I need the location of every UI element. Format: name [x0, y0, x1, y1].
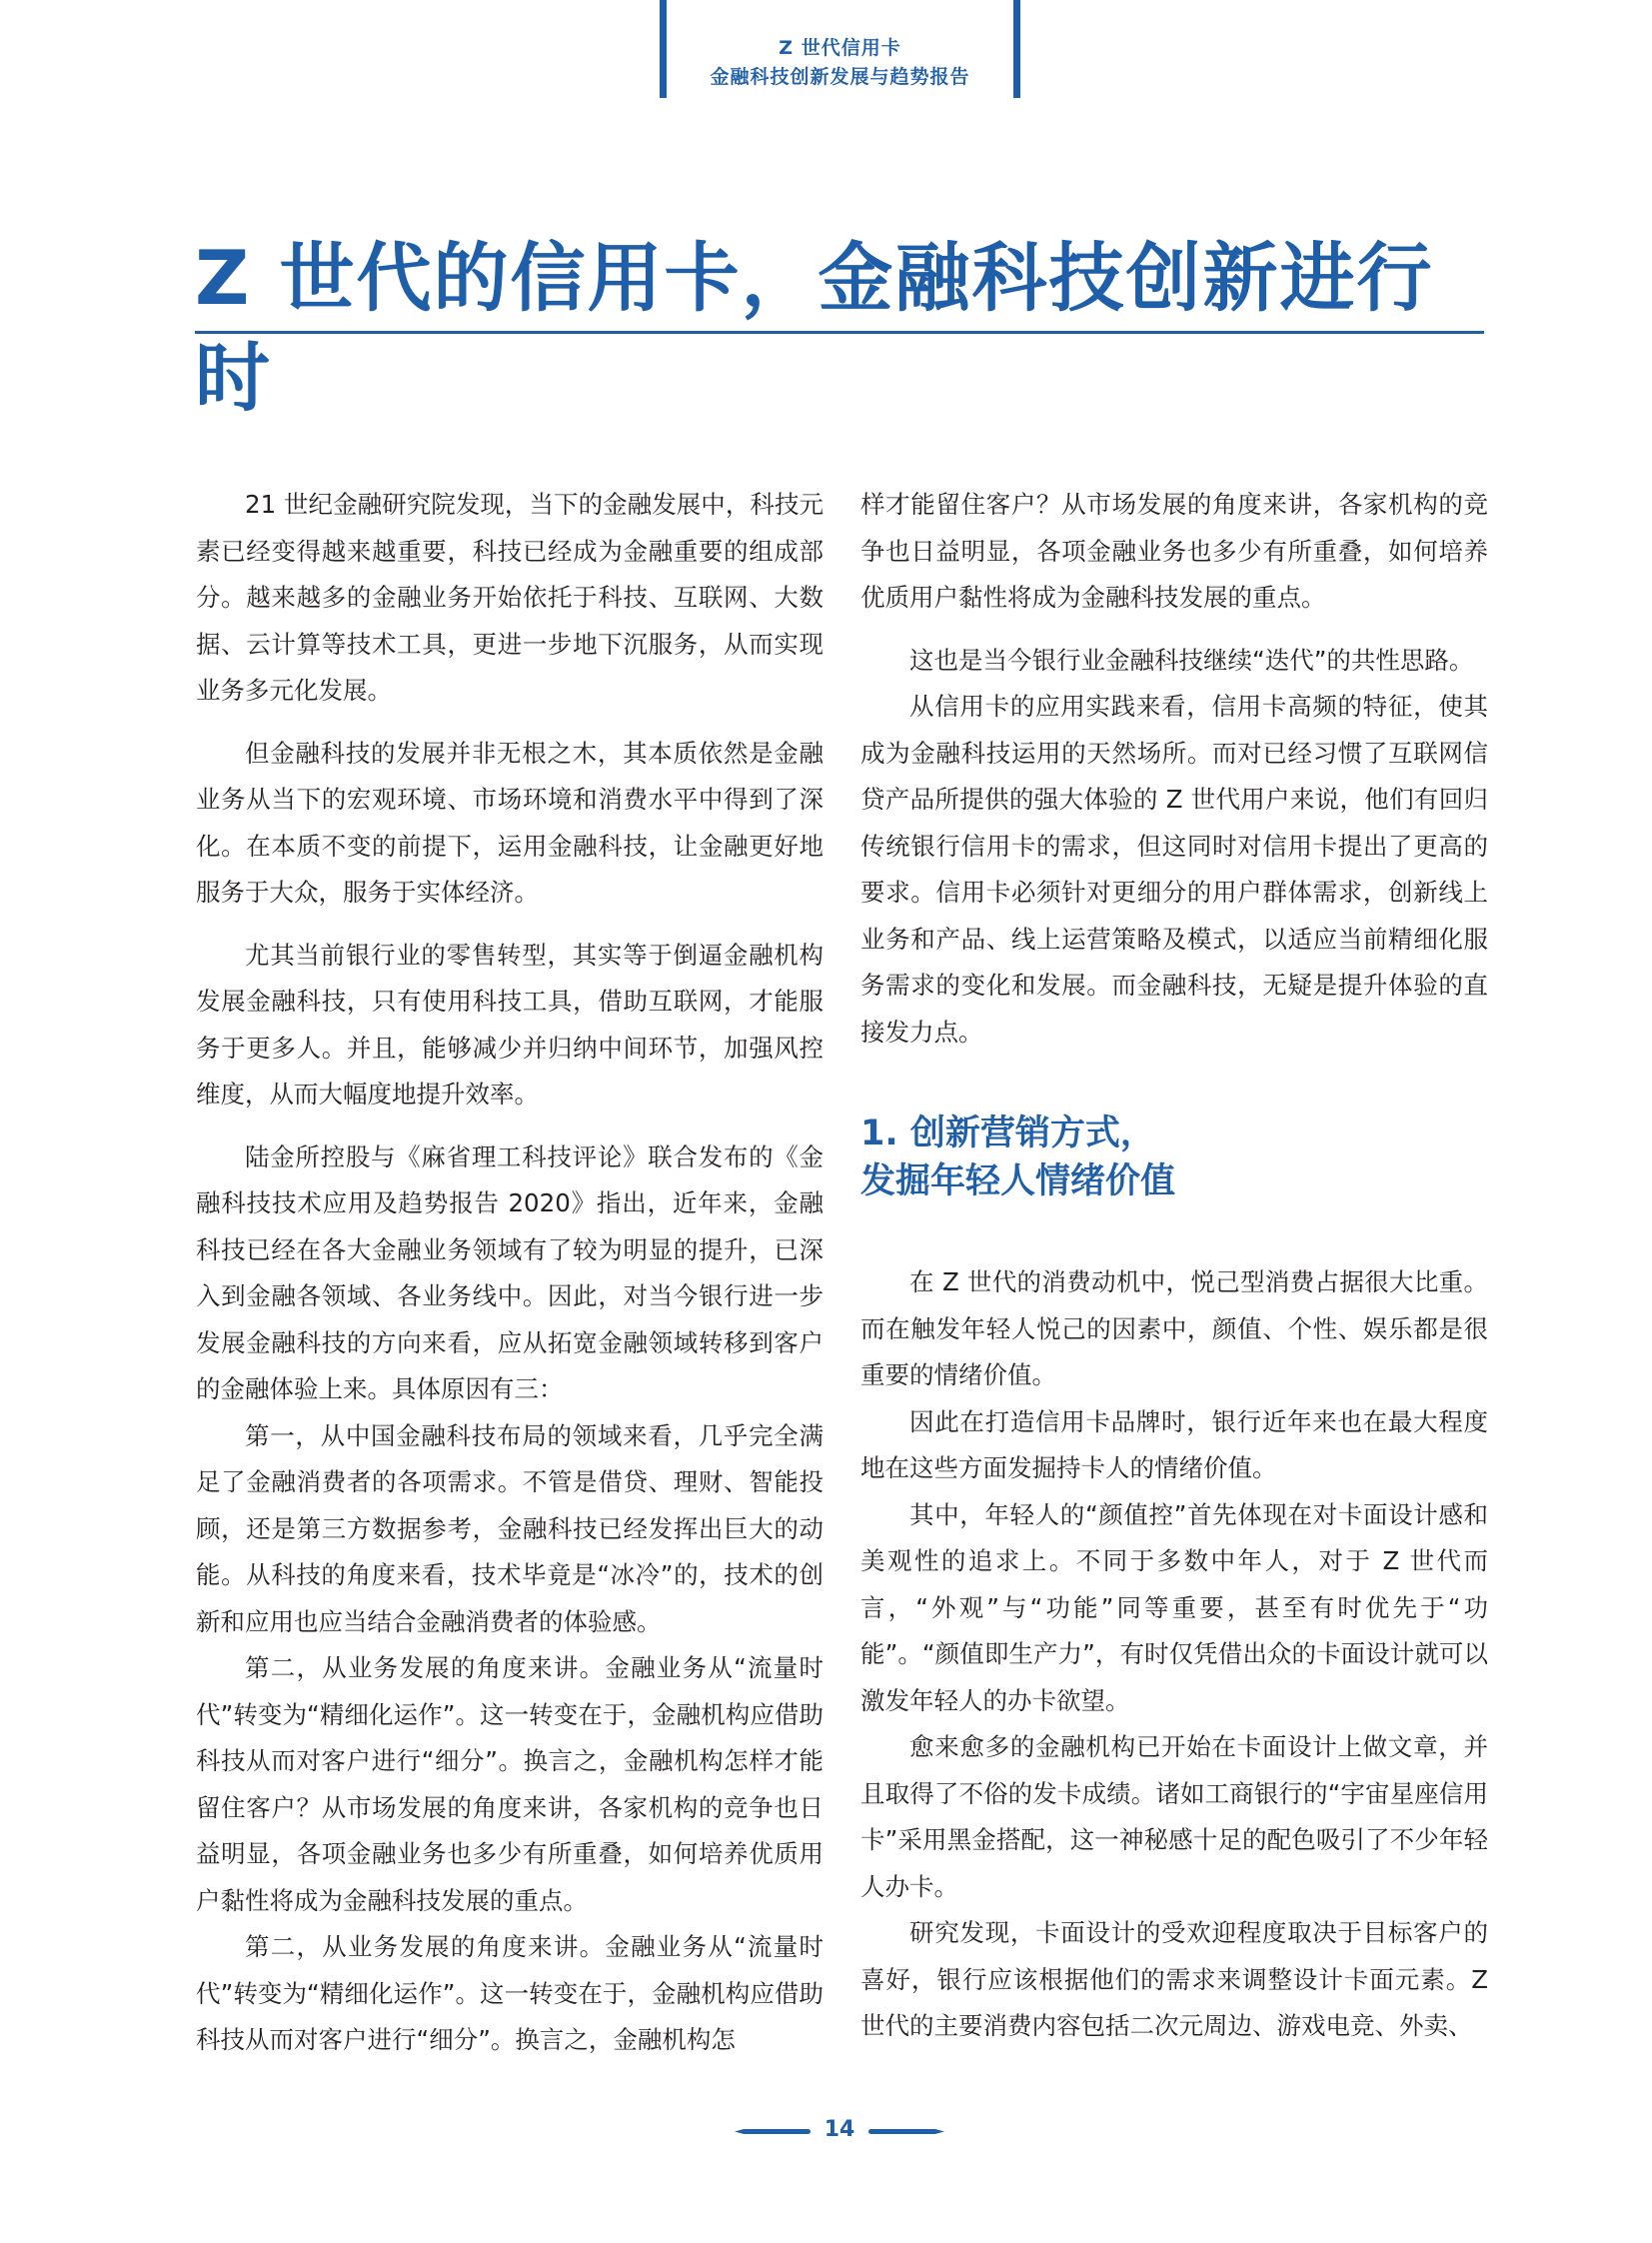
paragraph: 愈来愈多的金融机构已开始在卡面设计上做文章，并且取得了不俗的发卡成绩。诸如工商银行的“宇宙星座信用卡”采用黑金搭配，这一神秘感十足的配色吸引了不少年轻人办卡。 [860, 1732, 1488, 1901]
section-heading-line-1: 1. 创新营销方式， [860, 1114, 1155, 1153]
paragraph: 陆金所控股与《麻省理工科技评论》联合发布的《金融科技技术应用及趋势报告 2020》指出，近年来，金融科技已经在各大金融业务领域有了较为明显的提升，已深入到金融各领域、各业务线中。因此，对当今银行进一步发展金融科技的方向来看，应从拓宽金融领域转移到客户的金融体验上来。具体原因有三： [196, 1141, 824, 1403]
running-header [660, 0, 1020, 98]
paragraph: 因此在打造信用卡品牌时，银行近年来也在最大程度地在这些方面发掘持卡人的情绪价值。 [860, 1406, 1488, 1482]
header-line-2: 金融科技创新发展与趋势报告 [710, 66, 970, 88]
section-heading-line-2: 发掘年轻人情绪价值 [860, 1161, 1176, 1201]
paragraph: 但金融科技的发展并非无根之木，其本质依然是金融业务从当下的宏观环境、市场环境和消费水平中得到了深化。在本质不变的前提下，运用金融科技，让金融更好地服务于大众，服务于实体经济。 [196, 738, 824, 907]
paragraph: 21 世纪金融研究院发现，当下的金融发展中，科技元素已经变得越来越重要，科技已经成为金融重要的组成部分。越来越多的金融业务开始依托于科技、互联网、大数据、云计算等技术工具，更进一步地下沉服务，从而实现业务多元化发展。 [196, 490, 824, 705]
paragraph: 其中，年轻人的“颜值控”首先体现在对卡面设计感和美观性的追求上。不同于多数中年人，对于 Z 世代而言，“外观”与“功能”同等重要，甚至有时优先于“功能”。“颜值即生产力”，有时仅凭借出众的卡面设计就可以激发年轻人的办卡欲望。 [860, 1499, 1488, 1715]
paragraph: 从信用卡的应用实践来看，信用卡高频的特征，使其成为金融科技运用的天然场所。而对已经习惯了互联网信贷产品所提供的强大体验的 Z 世代用户来说，他们有回归传统银行信用卡的需求，但这同时对信用卡提出了更高的要求。信用卡必须针对更细分的用户群体需求，创新线上业务和产品、线上运营策略及模式，以适应当前精细化服务需求的变化和发展。而金融科技，无疑是提升体验的直接发力点。 [860, 692, 1488, 1047]
paragraph: 第二，从业务发展的角度来讲。金融业务从“流量时代”转变为“精细化运作”。这一转变在于，金融机构应借助科技从而对客户进行“细分”。换言之，金融机构怎 [196, 1932, 824, 2054]
right-column [860, 482, 1488, 2050]
header-line-1: Z 世代信用卡 [779, 37, 901, 59]
paragraph: 这也是当今银行业金融科技继续“迭代”的共性思路。 [909, 645, 1474, 675]
paragraph: 第一，从中国金融科技布局的领域来看，几乎完全满足了金融消费者的各项需求。不管是借贷、理财、智能投顾，还是第三方数据参考，金融科技已经发挥出巨大的动能。从科技的角度来看，技术毕竟是“冰冷”的，技术的创新和应用也应当结合金融消费者的体验感。 [196, 1420, 824, 1636]
paragraph: 第二，从业务发展的角度来讲。金融业务从“流量时代”转变为“精细化运作”。这一转变在于，金融机构应借助科技从而对客户进行“细分”。换言之，金融机构怎样才能留住客户？从市场发展的角度来讲，各家机构的竞争也日益明显，各项金融业务也多少有所重叠，如何培养优质用户黏性将成为金融科技发展的重点。 [196, 1653, 824, 1915]
paragraph: 研究发现，卡面设计的受欢迎程度取决于目标客户的喜好，银行应该根据他们的需求来调整设计卡面元素。Z 世代的主要消费内容包括二次元周边、游戏电竞、外卖、 [860, 1918, 1488, 2040]
title-underline [195, 331, 1484, 334]
paragraph-continuation: 样才能留住客户？从市场发展的角度来讲，各家机构的竞争也日益明显，各项金融业务也多少有所重叠，如何培养优质用户黏性将成为金融科技发展的重点。 [860, 490, 1488, 612]
page-title: Z 世代的信用卡，金融科技创新进行时 [195, 234, 1434, 422]
page-footer [735, 2111, 944, 2151]
section-heading [860, 1110, 1488, 1205]
page-number: 14 [824, 2117, 855, 2142]
paragraph: 在 Z 世代的消费动机中，悦己型消费占据很大比重。而在触发年轻人悦己的因素中，颜值、个性、娱乐都是很重要的情绪价值。 [860, 1267, 1488, 1389]
footer-right-bar [868, 2129, 944, 2134]
paragraph: 尤其当前银行业的零售转型，其实等于倒逼金融机构发展金融科技，只有使用科技工具，借助互联网，才能服务于更多人。并且，能够减少并归纳中间环节，加强风控维度，从而大幅度地提升效率。 [196, 940, 824, 1109]
left-column [196, 482, 824, 2064]
